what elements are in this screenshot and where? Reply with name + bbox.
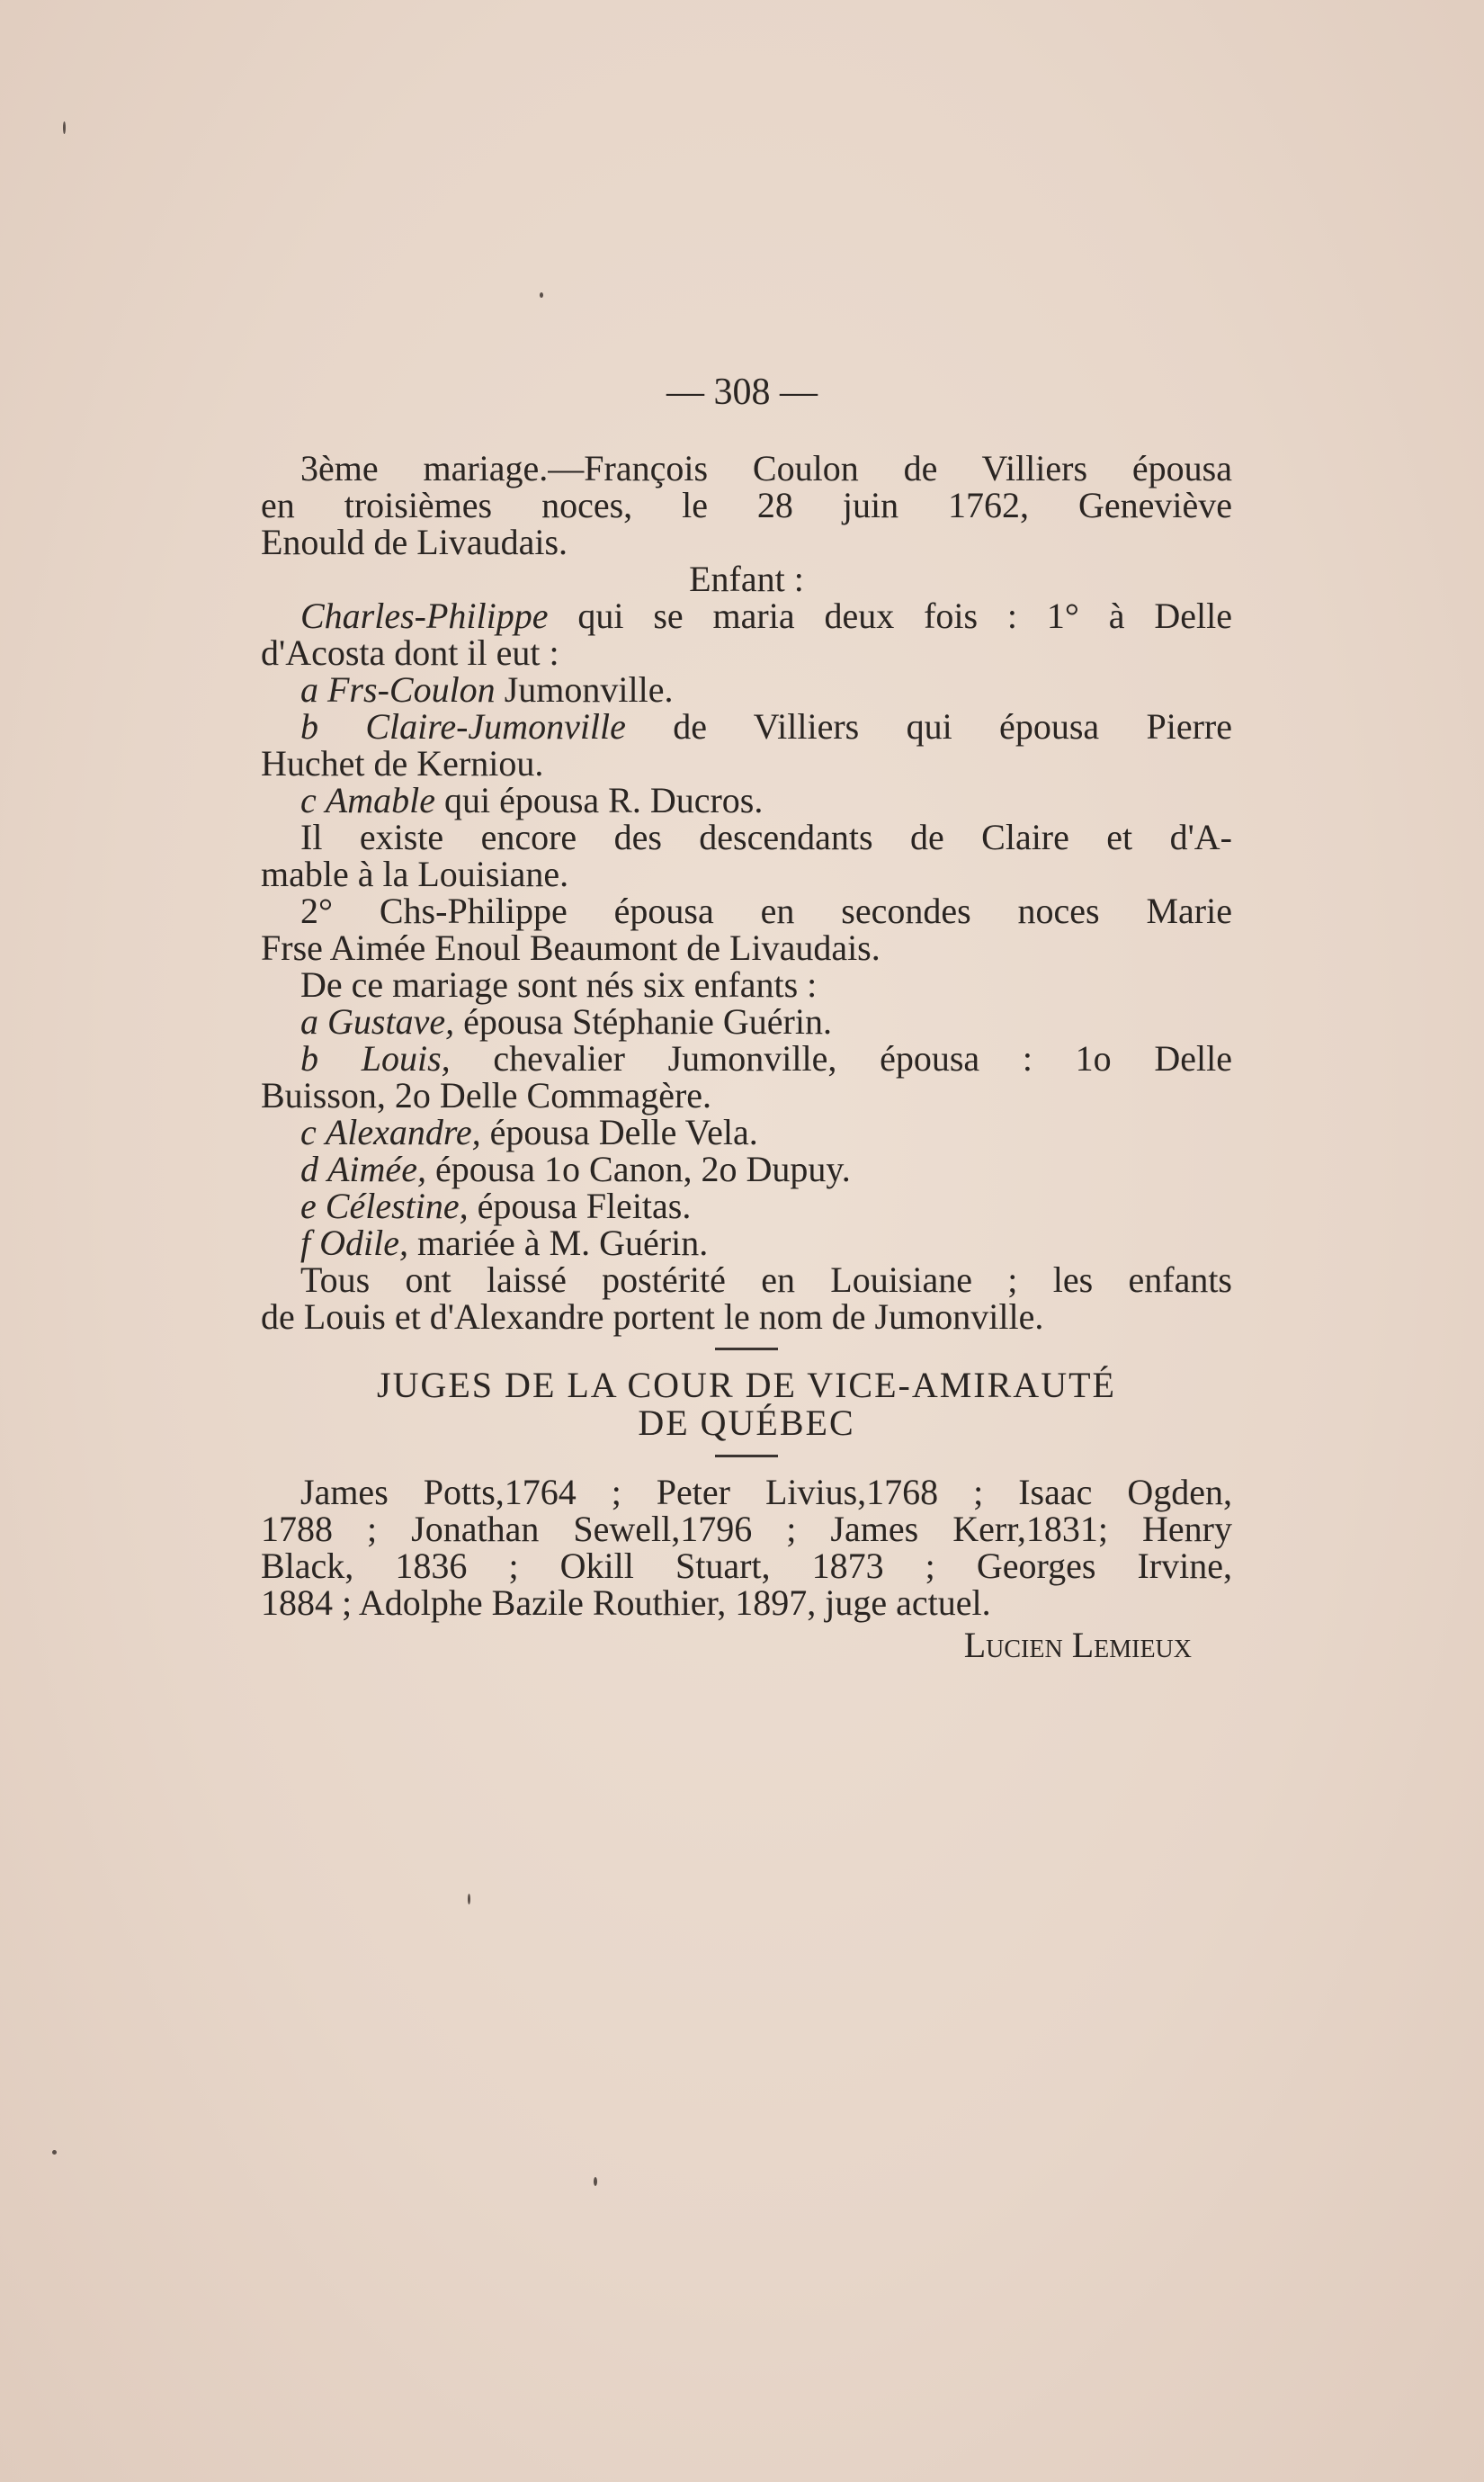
ink-speck [540, 292, 543, 298]
ink-speck [594, 2177, 597, 2186]
judges-line: Black, 1836 ; Okill Stuart, 1873 ; Georges Irvine, [261, 1546, 1232, 1586]
list-item [261, 1151, 1232, 1187]
person-name: Gustave, [327, 1001, 455, 1042]
person-name: Louis, [361, 1038, 451, 1079]
paragraph-line: Enould de Livaudais. [261, 522, 568, 562]
page-body [261, 450, 1232, 1663]
person-name: Frs-Coulon [327, 669, 496, 710]
item-letter: a [300, 1001, 318, 1042]
ink-speck [52, 2150, 57, 2155]
person-name: Aimée, [327, 1149, 426, 1189]
line-text: épousa Stéphanie Guérin. [454, 1001, 832, 1042]
item-letter: e [300, 1186, 317, 1226]
paragraph-line: 3ème mariage.—François Coulon de Villiers épousa [300, 448, 1232, 488]
ink-speck [63, 121, 66, 134]
judges-line: James Potts,1764 ; Peter Livius,1768 ; Isaac Ogden, [300, 1472, 1232, 1512]
line-text: qui se maria deux fois : 1° à Delle [548, 596, 1232, 636]
person-name: Claire-Jumonville [365, 706, 626, 747]
person-name: Charles-Philippe [300, 596, 549, 636]
list-item [261, 671, 1232, 708]
ink-speck [468, 1894, 470, 1904]
page-number: — 308 — [666, 372, 818, 413]
paragraph-line: d'Acosta dont il eut : [261, 632, 559, 673]
paragraph-line: Buisson, 2o Delle Commagère. [261, 1075, 712, 1116]
line-text: qui épousa R. Ducros. [434, 780, 764, 820]
section-heading: DE QUÉBEC [638, 1402, 855, 1443]
item-letter: d [300, 1149, 318, 1189]
paragraph-line: Frse Aimée Enoul Beaumont de Livaudais. [261, 927, 881, 968]
list-item [261, 1224, 1232, 1261]
line-text: épousa Fleitas. [468, 1186, 692, 1226]
item-letter: a [300, 669, 318, 710]
line-text: Jumonville. [495, 669, 674, 710]
line-text: mariée à M. Guérin. [408, 1223, 709, 1263]
line-text: épousa 1o Canon, 2o Dupuy. [425, 1149, 851, 1189]
paragraph-line: mable à la Louisiane. [261, 854, 569, 894]
paragraph-line: 2° Chs-Philippe épousa en secondes noces Marie [300, 891, 1232, 931]
list-item [261, 708, 1232, 745]
line-text: épousa Delle Vela. [480, 1112, 758, 1152]
section-heading: JUGES DE LA COUR DE VICE-AMIRAUTÉ [377, 1365, 1116, 1405]
section-divider [715, 1348, 778, 1350]
person-name: Célestine, [325, 1186, 469, 1226]
line-text: chevalier Jumonville, épousa : 1o Delle [450, 1038, 1232, 1079]
list-item [261, 1114, 1232, 1151]
item-letter: c [300, 1112, 317, 1152]
paragraph-line: De ce mariage sont nés six enfants : [300, 964, 818, 1005]
paragraph-line: Tous ont laissé postérité en Louisiane ; les enfants [300, 1259, 1232, 1300]
paragraph-line: en troisièmes noces, le 28 juin 1762, Geneviève [261, 485, 1232, 525]
author-signature: Lucien Lemieux [963, 1625, 1192, 1665]
paragraph-line: Huchet de Kerniou. [261, 743, 544, 784]
list-item [261, 1187, 1232, 1224]
section-divider [715, 1455, 778, 1457]
judges-line: 1788 ; Jonathan Sewell,1796 ; James Kerr,1831; Henry [261, 1509, 1232, 1549]
person-name: Amable [325, 780, 435, 820]
list-item [261, 782, 1232, 819]
list-item [261, 1003, 1232, 1040]
line-text: de Villiers qui épousa Pierre [625, 706, 1232, 747]
paragraph-line: Il existe encore des descendants de Claire et d'A- [300, 817, 1232, 857]
item-letter: f [300, 1223, 311, 1263]
paragraph-line [261, 597, 1232, 634]
item-letter: b [300, 706, 318, 747]
paragraph-line: de Louis et d'Alexandre portent le nom de Jumonville. [261, 1296, 1044, 1337]
item-letter: c [300, 780, 317, 820]
list-item [261, 1040, 1232, 1077]
judges-line: 1884 ; Adolphe Bazile Routhier, 1897, juge actuel. [261, 1582, 991, 1623]
person-name: Odile, [319, 1223, 408, 1263]
item-letter: b [300, 1038, 318, 1079]
enfant-heading: Enfant : [689, 559, 804, 599]
person-name: Alexandre, [325, 1112, 481, 1152]
